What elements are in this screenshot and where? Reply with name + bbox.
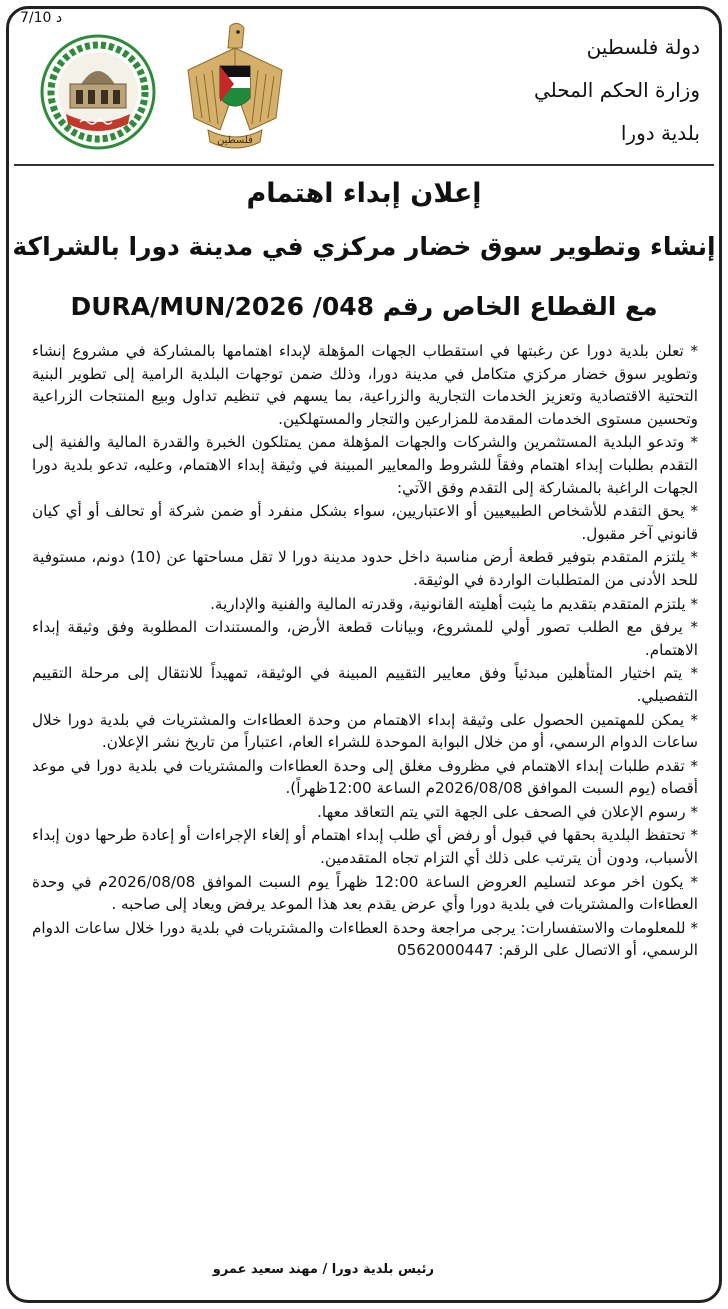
municipality-seal-icon [40, 34, 156, 150]
paragraph: * يرفق مع الطلب تصور أولي للمشروع، وبيانات قطعة الأرض، والمستندات المطلوبة وفق وثيقة إبداء الاهتمام. [32, 618, 698, 659]
announcement-reference: مع القطاع الخاص رقم 048/ DURA/MUN/2026 [70, 292, 658, 321]
announcement-body [32, 340, 698, 963]
paragraph: * يحق التقدم للأشخاص الطبيعيين أو الاعتباريين، سواء بشكل منفرد أو ضمن شركة أو تحالف أو أي كيان قانوني آخر مقبول. [32, 502, 698, 543]
paragraph: * للمعلومات والاستفسارات: يرجى مراجعة وحدة العطاءات والمشتريات في بلدية دورا خلال ساعات الدوام الرسمي، أو الاتصال على الرقم: 0562000447 [32, 918, 698, 960]
header-divider [14, 164, 714, 166]
paragraph: * تحتفظ البلدية بحقها في قبول أو رفض أي طلب إبداء اهتمام أو إلغاء الإجراءات أو إعادة طرحها دون إبداء الأسباب، ودون أن يترتب على ذلك أي التزام تجاه المتقدمين. [32, 826, 698, 868]
announcement-subtitle: إنشاء وتطوير سوق خضار مركزي في مدينة دورا بالشراكة [12, 232, 716, 261]
paragraph: * تعلن بلدية دورا عن رغبتها في استقطاب الجهات المؤهلة لإبداء اهتمامها بالمشاركة في مشروع إنشاء وتطوير سوق خضار مركزي متكامل في مدينة دورا، وذلك ضمن توجهات البلدية الرامية إلى تطوير البنية التحتية الاقتصادية وتعزيز الخدمات التجارية والزراعية، بما يسهم في تنظيم تداول وبيع المنتجات الزراعية وتحسين مستوى الخدمات المقدمة للمزارعين والتجار والمستهلكين. [32, 342, 698, 428]
paragraph: * يلتزم المتقدم بتوفير قطعة أرض مناسبة داخل حدود مدينة دورا لا تقل مساحتها عن (10) دونم، مستوفية للحد الأدنى من المتطلبات الواردة في الوثيقة. [32, 548, 699, 589]
issue-code: 7/10 د [20, 10, 63, 26]
paragraph: * وتدعو البلدية المستثمرين والشركات والجهات المؤهلة ممن يمتلكون الخبرة والقدرة المالية والفنية إلى التقدم بطلبات إبداء اهتمام وفقاً للشروط والمعايير المبينة في وثيقة إبداء الاهتمام، وعليه، تدعو بلدية دورا الجهات الراغبة بالمشاركة إلى التقدم وفق الآتي: [32, 433, 698, 497]
header-ministry: وزارة الحكم المحلي [533, 78, 700, 102]
emblem-label: فلسطين [217, 135, 253, 146]
palestine-eagle-icon [180, 18, 290, 158]
paragraph: * يلتزم المتقدم بتقديم ما يثبت أهليته القانونية، وقدرته المالية والفنية والإدارية. [210, 594, 698, 613]
paragraph: * يمكن للمهتمين الحصول على وثيقة إبداء الاهتمام من وحدة العطاءات والمشتريات في بلدية دورا خلال ساعات الدوام الرسمي، أو من خلال البوابة الموحدة للشراء العام، اعتباراً من تاريخ نشر الإعلان. [32, 710, 698, 752]
paragraph: * يتم اختيار المتأهلين مبدئياً وفق معايير التقييم المبينة في الوثيقة، تمهيداً للانتقال إلى مرحلة التقييم التفصيلي. [32, 664, 698, 705]
paragraph: * يكون اخر موعد لتسليم العروض الساعة 12:00 ظهراً يوم السبت الموافق 2026/08/08م في وحدة العطاءات والمشتريات في بلدية دورا وأي عرض يقدم بعد هذا الموعد يرفض ويعاد إلى صاحبه . [32, 872, 698, 914]
announcement-title: إعلان إبداء اهتمام [246, 178, 482, 209]
header-state: دولة فلسطين [586, 35, 700, 59]
paragraph: * رسوم الإعلان في الصحف على الجهة التي يتم التعاقد معها. [317, 802, 698, 821]
signature: رئيس بلدية دورا / مهند سعيد عمرو [212, 1262, 434, 1277]
issuer-header [380, 26, 700, 155]
header-municipality: بلدية دورا [620, 121, 700, 145]
paragraph: * تقدم طلبات إبداء الاهتمام في مظروف مغلق إلى وحدة العطاءات والمشتريات في بلدية دورا في موعد أقصاه (يوم السبت الموافق 2026/08/08م الساعة 12:00ظهراً). [32, 756, 698, 798]
